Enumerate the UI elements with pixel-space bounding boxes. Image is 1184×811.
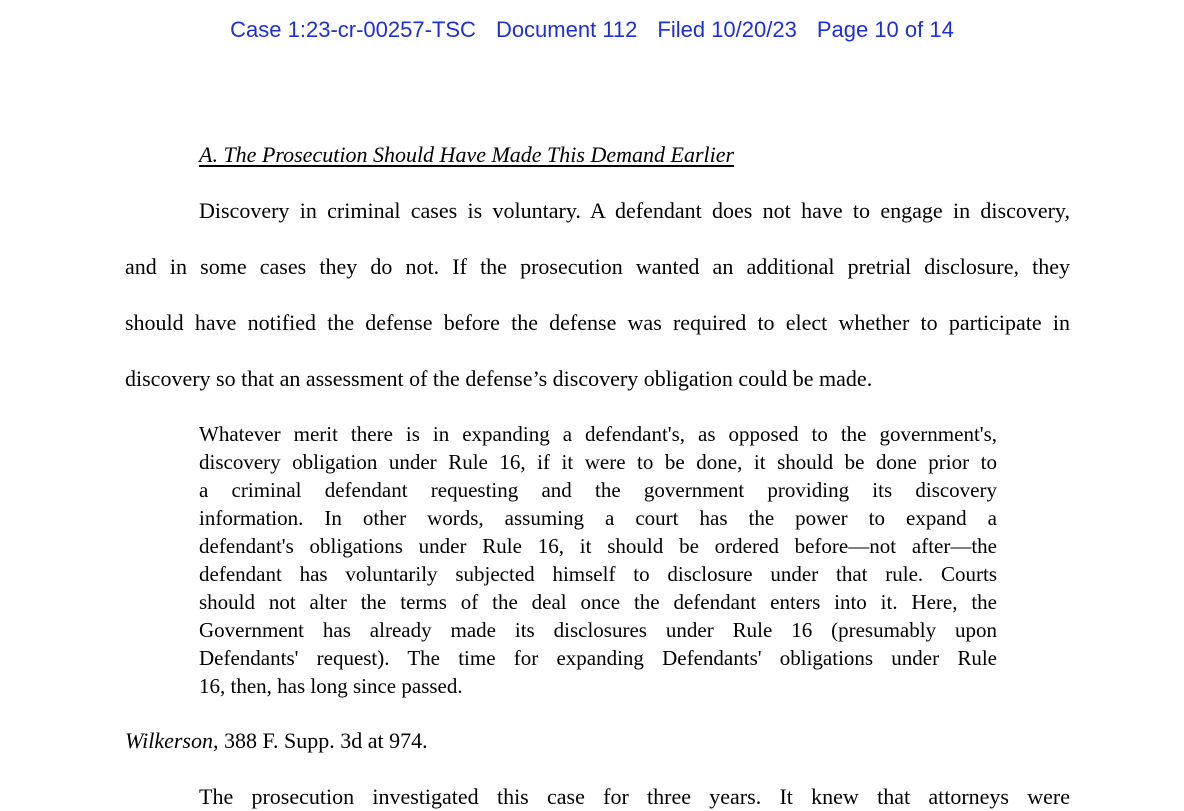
block-quote-line: information. In other words, assuming a court has the power to expand a bbox=[199, 506, 997, 530]
filed-date: Filed 10/20/23 bbox=[657, 17, 797, 42]
document-number: Document 112 bbox=[495, 17, 638, 42]
paragraph2-line: The prosecution investigated this case for three years. It knew that attorneys were bbox=[199, 784, 1070, 809]
page-number: Page 10 of 14 bbox=[816, 17, 954, 42]
block-quote-line: a criminal defendant requesting and the government providing its discovery bbox=[199, 478, 997, 502]
section-heading: A. The Prosecution Should Have Made This Demand Earlier bbox=[199, 142, 735, 167]
block-quote-line: Whatever merit there is in expanding a defendant's, as opposed to the government's, bbox=[199, 422, 997, 446]
block-quote-line: defendant's obligations under Rule 16, it should be ordered before—not after—the bbox=[199, 534, 997, 558]
block-quote-line: discovery obligation under Rule 16, if it were to be done, it should be done prior to bbox=[199, 450, 997, 474]
paragraph1-line: should have notified the defense before the defense was required to elect whether to participate in bbox=[125, 310, 1070, 335]
citation-case-name: Wilkerson bbox=[125, 728, 213, 753]
document-header bbox=[0, 17, 1184, 43]
paragraph1-line: discovery so that an assessment of the defense’s discovery obligation could be made. bbox=[125, 366, 873, 391]
case-number: Case 1:23-cr-00257-TSC bbox=[230, 17, 476, 42]
block-quote-line: defendant has voluntarily subjected himself to disclosure under that rule. Courts bbox=[199, 562, 997, 586]
block-quote-line: 16, then, has long since passed. bbox=[199, 674, 463, 698]
case-citation bbox=[125, 728, 428, 754]
paragraph1-line: and in some cases they do not. If the prosecution wanted an additional pretrial disclosure, they bbox=[125, 254, 1070, 279]
block-quote-line: Government has already made its disclosures under Rule 16 (presumably upon bbox=[199, 618, 997, 642]
paragraph1-line: Discovery in criminal cases is voluntary. A defendant does not have to engage in discovery, bbox=[199, 198, 1070, 223]
block-quote-line: should not alter the terms of the deal once the defendant enters into it. Here, the bbox=[199, 590, 997, 614]
block-quote-line: Defendants' request). The time for expanding Defendants' obligations under Rule bbox=[199, 646, 997, 670]
citation-reference: , 388 F. Supp. 3d at 974. bbox=[213, 728, 428, 753]
